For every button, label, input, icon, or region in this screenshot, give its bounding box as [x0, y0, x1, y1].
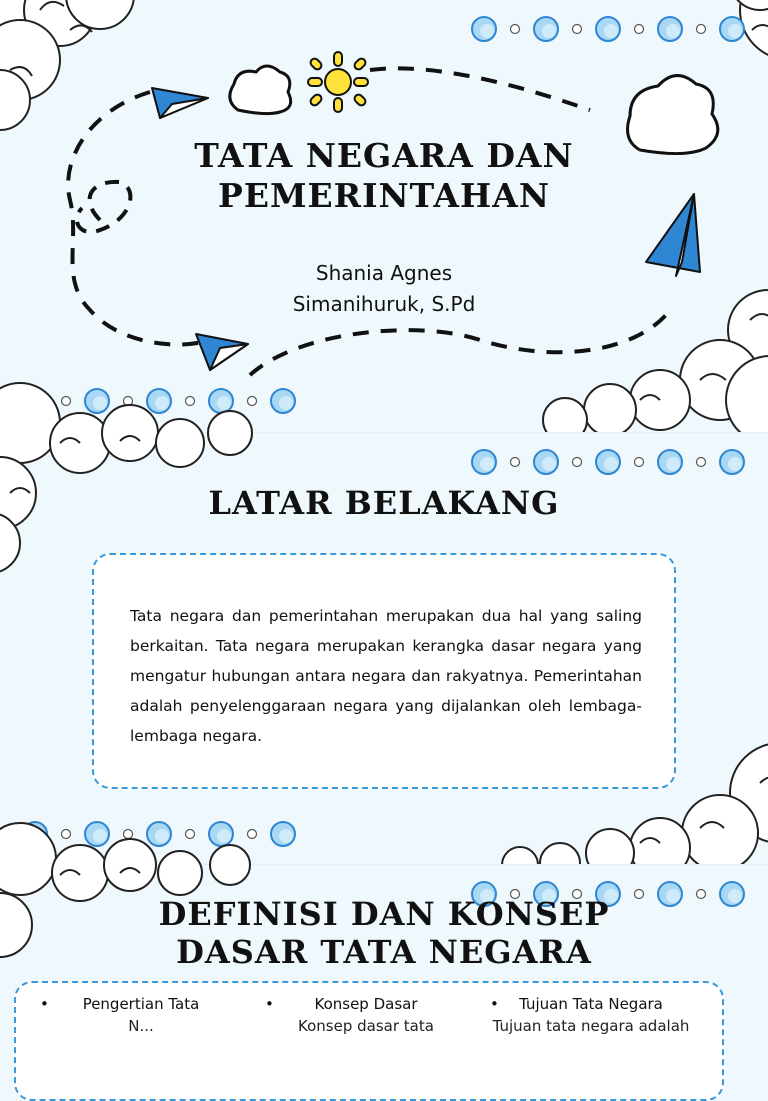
bubble-highlight: [604, 24, 618, 38]
title-slide-decoration: [0, 0, 768, 432]
bubble-dot-icon: [697, 458, 706, 467]
author-name: [0, 258, 768, 320]
bubble-highlight: [93, 396, 107, 410]
bubble-highlight: [666, 457, 680, 471]
bubble-dot-icon: [186, 830, 195, 839]
bubble-highlight: [155, 396, 169, 410]
title-line-2: DASAR TATA NEGARA: [176, 933, 592, 971]
bubble-highlight: [728, 457, 742, 471]
bullet-text: Konsep dasar tata: [298, 1017, 434, 1035]
bubble-dot-icon: [573, 25, 582, 34]
slide-title: [0, 895, 768, 971]
slide-title: LATAR BELAKANG: [208, 484, 560, 522]
bubble-dot-icon: [248, 830, 257, 839]
definisi-slide: [0, 864, 768, 1035]
bubble-highlight: [604, 457, 618, 471]
bullet-heading: • Pengertian Tata: [36, 993, 246, 1015]
bullet-heading: • Konsep Dasar: [261, 993, 471, 1015]
definition-bullets-box: [14, 981, 724, 1101]
title-line-2: PEMERINTAHAN: [218, 176, 550, 215]
bubble-highlight: [279, 396, 293, 410]
bubble-dot-icon: [511, 458, 520, 467]
bubble-highlight: [542, 24, 556, 38]
background-paragraph: Tata negara dan pemerintahan merupakan dua hal yang saling berkaitan. Tata negara merupakan kerangka dasar negara yang mengatur hubungan antara negara dan rakyatnya. Pemerintahan adalah penyelenggaraan negara yang dijalankan oleh lembaga-lembaga negara.: [130, 607, 642, 745]
bubble-dot-icon: [511, 25, 520, 34]
slide-title: [0, 136, 768, 216]
bubble-dot-icon: [186, 397, 195, 406]
bullet-text: N...: [128, 1017, 154, 1035]
bubble-highlight: [728, 24, 742, 38]
bubble-dot-icon: [697, 25, 706, 34]
bubble-dot-icon: [62, 830, 71, 839]
bubble-highlight: [542, 457, 556, 471]
author-line-1: Shania Agnes: [315, 261, 453, 285]
background-text-box: [92, 553, 676, 789]
title-line-1: DEFINISI DAN KONSEP: [158, 895, 610, 933]
latar-belakang-slide: [0, 432, 768, 865]
bullet-item: [261, 993, 471, 1037]
cloud-icon: [230, 66, 291, 114]
bubble-row-top: [472, 450, 744, 474]
bubble-dot-icon: [573, 458, 582, 467]
bubble-highlight: [480, 24, 494, 38]
bubble-row-bottom: [23, 389, 295, 413]
bubble-dot-icon: [248, 397, 257, 406]
sun-icon: [308, 52, 368, 112]
bubble-highlight: [155, 829, 169, 843]
title-line-1: TATA NEGARA DAN: [194, 136, 574, 175]
bubble-highlight: [217, 396, 231, 410]
bubble-dot-icon: [124, 830, 133, 839]
bullet-text: Tujuan tata negara adalah: [492, 1017, 690, 1035]
title-slide: [0, 0, 768, 432]
bubble-highlight: [217, 829, 231, 843]
bubble-highlight: [279, 829, 293, 843]
bullet-item: [486, 993, 696, 1037]
author-line-2: Simanihuruk, S.Pd: [292, 292, 476, 316]
bubble-row-top: [472, 17, 744, 41]
bubble-dot-icon: [635, 458, 644, 467]
paper-plane-icon: [196, 334, 248, 370]
bullet-heading: • Tujuan Tata Negara: [486, 993, 696, 1015]
bubble-highlight: [480, 457, 494, 471]
bubble-highlight: [666, 24, 680, 38]
paper-plane-icon: [152, 88, 208, 118]
bubble-dot-icon: [635, 25, 644, 34]
bullet-item: [36, 993, 246, 1037]
bubble-dot-icon: [62, 397, 71, 406]
bubble-row-bottom: [23, 822, 295, 846]
bubble-highlight: [93, 829, 107, 843]
